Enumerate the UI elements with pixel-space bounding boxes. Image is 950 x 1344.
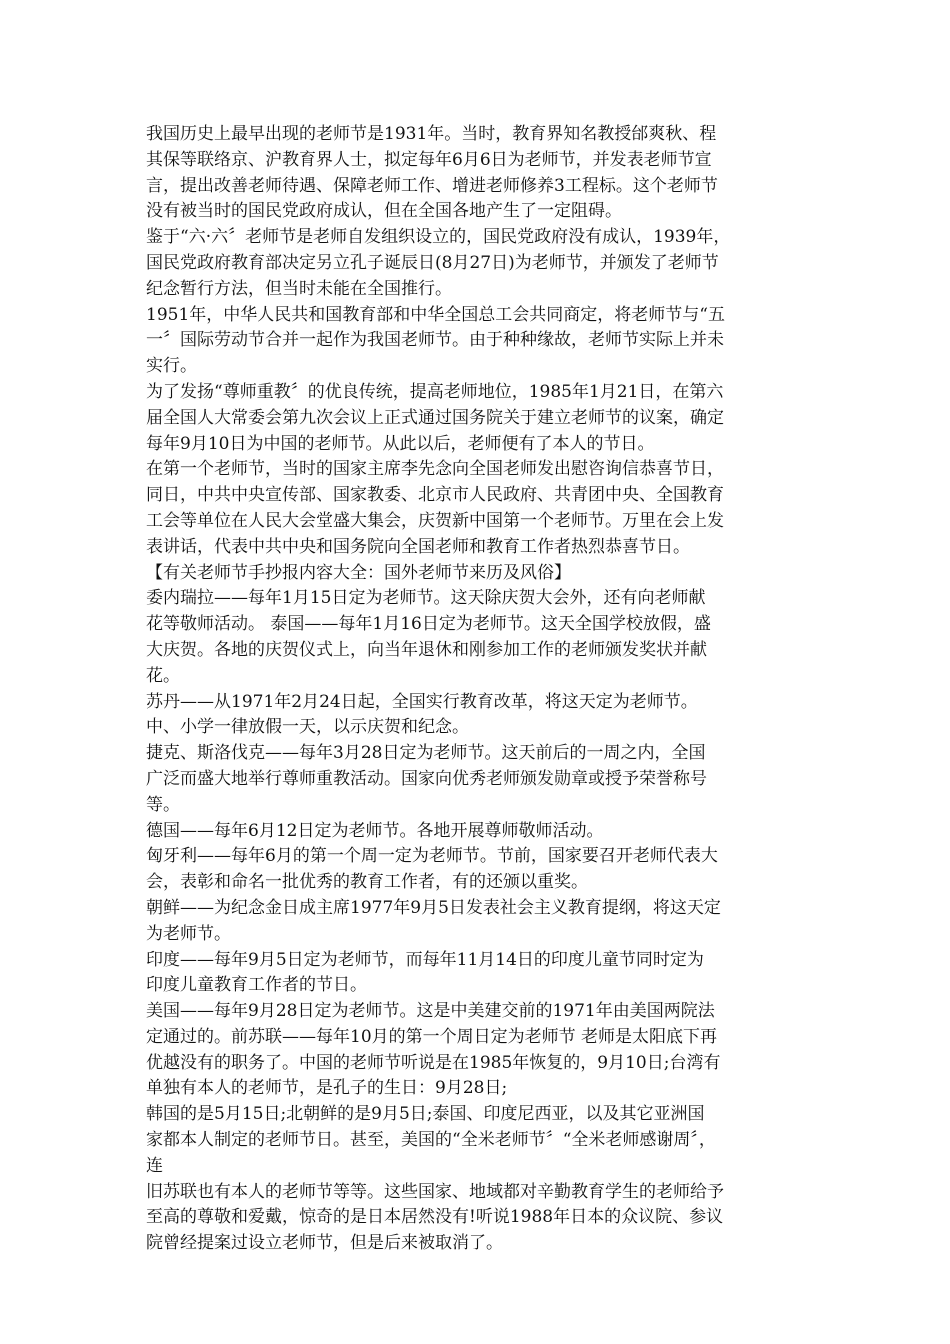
paragraph-hungary: 匈牙利——每年6月的第一个周一定为老师节。节前，国家要召开老师代表大 会，表彰和命名一批优秀的教育工作者，有的还颁以重奖。	[146, 846, 718, 893]
paragraph-india: 印度——每年9月5日定为老师节，而每年11月14日的印度儿童节同时定为 印度儿童教育工作者的节日。	[146, 949, 704, 996]
paragraph-1939-confucius: 鉴于“六·六〞老师节是老师自发组织设立的，国民党政府没有成认，1939年， 国民党政府教育部决定另立孔子诞辰日(8月27日)为老师节，并颁发了老师节 纪念暂行方法，但当时未能在全国推行。	[146, 227, 731, 299]
paragraph-north-korea: 朝鲜——为纪念金日成主席1977年9月5日发表社会主义教育提纲，将这天定 为老师节。	[146, 897, 721, 944]
document-body	[146, 122, 808, 1257]
paragraph-sudan: 苏丹——从1971年2月24日起，全国实行教育改革，将这天定为老师节。 中、小学一律放假一天，以示庆贺和纪念。	[146, 691, 698, 738]
paragraph-venezuela-thailand: 委内瑞拉——每年1月15日定为老师节。这天除庆贺大会外，还有向老师献 花等敬师活动。 泰国——每年1月16日定为老师节。这天全国学校放假，盛 大庆贺。各地的庆贺仪式上，向当年退休和刚参加工作的老师颁发奖状并献 花。	[146, 588, 711, 686]
paragraph-origin-1931: 我国历史上最早出现的老师节是1931年。当时，教育界知名教授邰爽秋、程 其保等联络京、沪教育界人士，拟定每年6月6日为老师节，并发表老师节宣 言，提出改善老师待遇、保障老师工作、增进老师修养3工程标。这个老师节 没有被当时的国民党政府成认，但在全国各地产生了一定阻碍。	[146, 124, 718, 222]
paragraph-first-teachers-day: 在第一个老师节，当时的国家主席李先念向全国老师发出慰咨询信恭喜节日， 同日，中共中央宣传部、国家教委、北京市人民政府、共青团中央、全国教育 工会等单位在人民大会堂盛大集会，庆贺新中国第一个老师节。万里在会上发 表讲话，代表中共中央和国务院向全国老师和教育工作者热烈恭喜节日。	[146, 459, 724, 557]
section-heading-foreign-teachers-day: 【有关老师节手抄报内容大全：国外老师节来历及风俗】	[146, 562, 571, 583]
paragraph-1951-may-day: 1951年，中华人民共和国教育部和中华全国总工会共同商定，将老师节与“五 一〞国际劳动节合并一起作为我国老师节。由于种种缘故，老师节实际上并未 实行。	[146, 304, 725, 377]
paragraph-usa-soviet: 美国——每年9月28日定为老师节。这是中美建交前的1971年由美国两院法 定通过的。前苏联——每年10月的第一个周日定为老师节 老师是太阳底下再 优越没有的职务了。中国的老师节听说是在1985年恢复的，9月10日;台湾有 单独有本人的老师节，是孔子的生日：9月28日;	[146, 1001, 721, 1099]
paragraph-czech-slovakia: 捷克、斯洛伐克——每年3月28日定为老师节。这天前后的一周之内，全国 广泛而盛大地举行尊师重教活动。国家向优秀老师颁发勋章或授予荣誉称号 等。	[146, 743, 707, 815]
paragraph-korea-asia: 韩国的是5月15日;北朝鲜的是9月5日;泰国、印度尼西亚，以及其它亚洲国 家都本人制定的老师节日。甚至，美国的“全米老师节〞“全米老师感谢周〞， 连	[146, 1104, 716, 1176]
paragraph-soviet-japan: 旧苏联也有本人的老师节等等。这些国家、地域都对辛勤教育学生的老师给予 至高的尊敬和爱戴，惊奇的是日本居然没有!听说1988年日本的众议院、参议 院曾经提案过设立老师节，但是后来被取消了。	[146, 1181, 724, 1254]
paragraph-germany: 德国——每年6月12日定为老师节。各地开展尊师敬师活动。	[146, 820, 604, 841]
paragraph-1985-establishment: 为了发扬“尊师重教〞的优良传统，提高老师地位，1985年1月21日，在第六 届全国人大常委会第九次会议上正式通过国务院关于建立老师节的议案，确定 每年9月10日为中国的老师节。从此以后，老师便有了本人的节日。	[146, 381, 724, 454]
